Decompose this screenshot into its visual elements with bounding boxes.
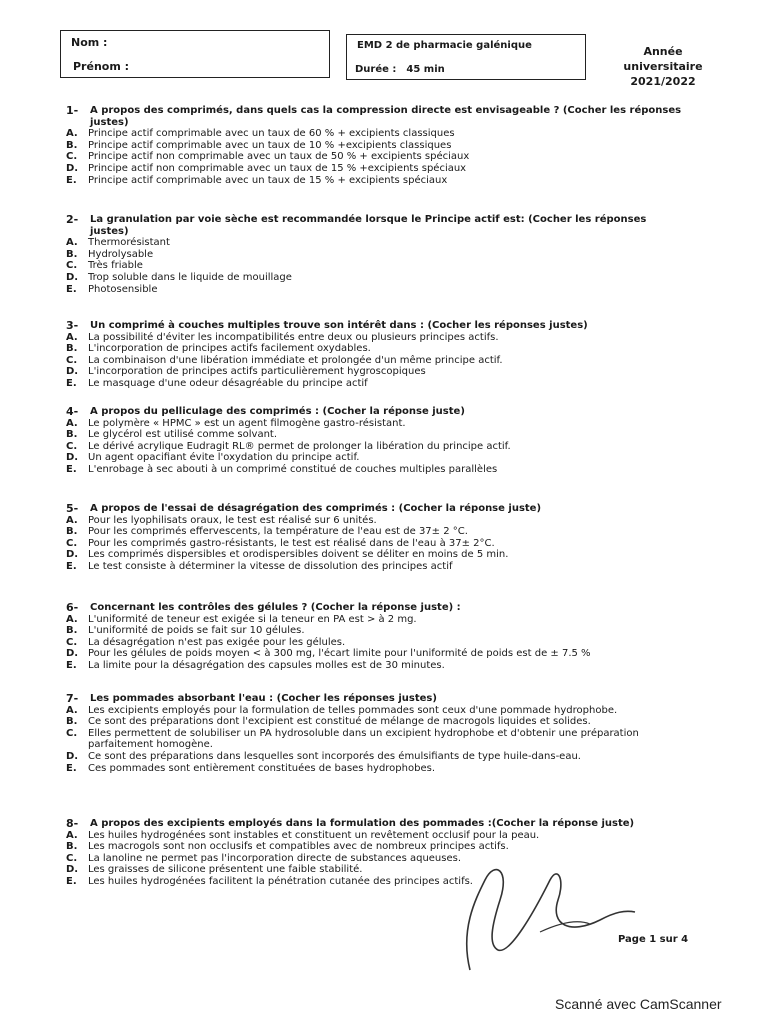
option-letter: C. xyxy=(66,852,78,864)
option-letter: E. xyxy=(66,875,77,887)
question-number: 6- xyxy=(66,601,79,614)
option-b[interactable] xyxy=(66,625,686,637)
option-a[interactable] xyxy=(66,614,686,626)
option-text: Les graisses de silicone présentent une faible stabilité. xyxy=(88,864,363,876)
question-title xyxy=(66,503,686,515)
option-b[interactable] xyxy=(66,526,686,538)
question-text: Un comprimé à couches multiples trouve son intérêt dans : (Cocher les réponses justes) xyxy=(90,320,588,331)
option-text: Pour les lyophilisats oraux, le test est réalisé sur 6 unités. xyxy=(88,514,377,526)
question-4 xyxy=(66,406,686,476)
option-text: Le glycérol est utilisé comme solvant. xyxy=(88,429,278,441)
question-title xyxy=(66,818,686,830)
option-c[interactable] xyxy=(66,151,686,163)
option-text: Le dérivé acrylique Eudragit RL® permet de prolonger la libération du principe actif. xyxy=(88,440,511,452)
option-letter: A. xyxy=(66,704,78,716)
duration-label: Durée : xyxy=(355,64,397,75)
duration-value: 45 min xyxy=(406,64,445,75)
question-6 xyxy=(66,602,686,672)
option-letter: D. xyxy=(66,366,79,378)
option-d[interactable] xyxy=(66,549,686,561)
option-d[interactable] xyxy=(66,163,686,175)
option-a[interactable] xyxy=(66,515,686,527)
option-c[interactable] xyxy=(66,728,686,751)
option-e[interactable] xyxy=(66,175,686,187)
option-letter: C. xyxy=(66,151,78,163)
option-letter: B. xyxy=(66,343,78,355)
question-text: A propos des comprimés, dans quels cas la compression directe est envisageable ? (Cocher les réponses justes) xyxy=(90,105,682,128)
option-text: Très friable xyxy=(88,260,143,272)
option-letter: C. xyxy=(66,636,78,648)
option-d[interactable] xyxy=(66,648,686,660)
question-text: Les pommades absorbant l'eau : (Cocher les réponses justes) xyxy=(90,693,437,704)
option-letter: D. xyxy=(66,648,79,660)
question-title xyxy=(66,214,686,237)
option-text: Thermorésistant xyxy=(88,237,170,249)
option-text: La désagrégation n'est pas exigée pour les gélules. xyxy=(88,636,346,648)
option-letter: B. xyxy=(66,841,78,853)
option-letter: D. xyxy=(66,864,79,876)
option-text: Principe actif comprimable avec un taux de 15 % + excipients spéciaux xyxy=(88,174,448,186)
option-text: La lanoline ne permet pas l'incorporation directe de substances aqueuses. xyxy=(88,852,462,864)
academic-year xyxy=(618,44,708,89)
option-text: L'enrobage à sec abouti à un comprimé constitué de couches multiples parallèles xyxy=(88,463,498,475)
option-letter: A. xyxy=(66,613,78,625)
option-letter: D. xyxy=(66,452,79,464)
option-text: Ces pommades sont entièrement constituées de bases hydrophobes. xyxy=(88,762,435,774)
option-letter: A. xyxy=(66,417,78,429)
option-text: La limite pour la désagrégation des capsules molles est de 30 minutes. xyxy=(88,659,445,671)
exam-info-box xyxy=(346,34,586,80)
question-5 xyxy=(66,503,686,573)
option-letter: D. xyxy=(66,750,79,762)
option-letter: E. xyxy=(66,463,77,475)
option-letter: C. xyxy=(66,260,78,272)
option-text: Les huiles hydrogénées facilitent la pénétration cutanée des principes actifs. xyxy=(88,875,473,887)
option-letter: A. xyxy=(66,514,78,526)
prenom-label: Prénom : xyxy=(73,60,130,73)
option-letter: A. xyxy=(66,237,78,249)
option-text: Pour les gélules de poids moyen < à 300 mg, l'écart limite pour l'uniformité de poids est de ± 7.5 % xyxy=(88,648,591,660)
option-text: Principe actif comprimable avec un taux de 60 % + excipients classiques xyxy=(88,128,455,140)
option-c[interactable] xyxy=(66,538,686,550)
option-text: Un agent opacifiant évite l'oxydation du principe actif. xyxy=(88,452,360,464)
option-b[interactable] xyxy=(66,343,686,355)
year-line-1: Année xyxy=(643,45,683,58)
question-title xyxy=(66,406,686,418)
option-e[interactable] xyxy=(66,284,686,296)
option-letter: C. xyxy=(66,354,78,366)
option-text: La possibilité d'éviter les incompatibilités entre deux ou plusieurs principes actifs. xyxy=(88,331,499,343)
option-d[interactable] xyxy=(66,452,686,464)
question-text: A propos du pelliculage des comprimés : (Cocher la réponse juste) xyxy=(90,406,465,417)
option-text: Ce sont des préparations dans lesquelles sont incorporés des émulsifiants de type huile-dans-eau. xyxy=(88,750,581,762)
option-letter: E. xyxy=(66,560,77,572)
option-letter: D. xyxy=(66,162,79,174)
question-3 xyxy=(66,320,686,390)
option-b[interactable] xyxy=(66,249,686,261)
option-text: Les huiles hydrogénées sont instables et constituent un revêtement occlusif pour la peau. xyxy=(88,829,540,841)
question-number: 7- xyxy=(66,692,79,705)
option-letter: E. xyxy=(66,174,77,186)
question-number: 2- xyxy=(66,213,79,226)
option-letter: B. xyxy=(66,716,78,728)
question-number: 5- xyxy=(66,502,79,515)
question-number: 3- xyxy=(66,319,79,332)
option-letter: E. xyxy=(66,283,77,295)
option-text: Principe actif non comprimable avec un taux de 50 % + excipients spéciaux xyxy=(88,151,470,163)
option-text: La combinaison d'une libération immédiate et prolongée d'un même principe actif. xyxy=(88,354,503,366)
option-a[interactable] xyxy=(66,705,686,717)
option-letter: A. xyxy=(66,128,78,140)
option-c[interactable] xyxy=(66,441,686,453)
option-letter: B. xyxy=(66,139,78,151)
option-b[interactable] xyxy=(66,716,686,728)
option-text: Les comprimés dispersibles et orodispersibles doivent se déliter en moins de 5 min. xyxy=(88,549,509,561)
option-e[interactable] xyxy=(66,763,686,775)
option-e[interactable] xyxy=(66,660,686,672)
option-text: Le masquage d'une odeur désagréable du principe actif xyxy=(88,377,368,389)
question-number: 8- xyxy=(66,817,79,830)
option-e[interactable] xyxy=(66,561,686,573)
option-letter: C. xyxy=(66,727,78,739)
option-c[interactable] xyxy=(66,637,686,649)
scanner-watermark: Scanné avec CamScanner xyxy=(555,996,722,1012)
option-letter: D. xyxy=(66,271,79,283)
question-number: 4- xyxy=(66,405,79,418)
question-title xyxy=(66,693,686,705)
option-e[interactable] xyxy=(66,378,686,390)
option-letter: B. xyxy=(66,625,78,637)
year-line-3: 2021/2022 xyxy=(630,75,696,88)
option-b[interactable] xyxy=(66,140,686,152)
option-b[interactable] xyxy=(66,429,686,441)
option-letter: A. xyxy=(66,331,78,343)
option-d[interactable] xyxy=(66,272,686,284)
handwritten-signature xyxy=(440,840,650,980)
option-text: Pour les comprimés effervescents, la température de l'eau est de 37± 2 °C. xyxy=(88,526,468,538)
page-number: Page 1 sur 4 xyxy=(618,934,689,945)
option-text: L'incorporation de principes actifs facilement oxydables. xyxy=(88,343,371,355)
student-identity-box xyxy=(60,30,330,78)
question-title xyxy=(66,602,686,614)
option-text: Hydrolysable xyxy=(88,248,154,260)
option-text: Principe actif comprimable avec un taux de 10 % +excipients classiques xyxy=(88,139,452,151)
option-text: L'uniformité de teneur est exigée si la teneur en PA est > à 2 mg. xyxy=(88,613,417,625)
option-text: Les excipients employés pour la formulation de telles pommades sont ceux d'une pommade hydrophobe. xyxy=(88,704,618,716)
option-text: Le polymère « HPMC » est un agent filmogène gastro-résistant. xyxy=(88,417,406,429)
option-c[interactable] xyxy=(66,355,686,367)
question-1 xyxy=(66,105,686,186)
option-letter: E. xyxy=(66,377,77,389)
option-text: Le test consiste à déterminer la vitesse de dissolution des principes actif xyxy=(88,560,453,572)
option-text: Elles permettent de solubiliser un PA hydrosoluble dans un excipient hydrophobe et d'obtenir une préparation parfaitement homogène. xyxy=(88,727,639,751)
option-text: Principe actif non comprimable avec un taux de 15 % +excipients spéciaux xyxy=(88,162,467,174)
option-text: Les macrogols sont non occlusifs et compatibles avec de nombreux principes actifs. xyxy=(88,841,509,853)
option-e[interactable] xyxy=(66,464,686,476)
option-text: L'uniformité de poids se fait sur 10 gélules. xyxy=(88,625,305,637)
exam-title: EMD 2 de pharmacie galénique xyxy=(357,40,532,51)
option-text: L'incorporation de principes actifs particulièrement hygroscopiques xyxy=(88,366,426,378)
option-letter: A. xyxy=(66,829,78,841)
option-letter: C. xyxy=(66,440,78,452)
option-d[interactable] xyxy=(66,366,686,378)
question-7 xyxy=(66,693,686,774)
option-a[interactable] xyxy=(66,332,686,344)
question-text: A propos des excipients employés dans la formulation des pommades :(Cocher la réponse juste) xyxy=(90,818,635,829)
option-letter: C. xyxy=(66,537,78,549)
nom-label: Nom : xyxy=(71,36,108,49)
option-a[interactable] xyxy=(66,237,686,249)
question-text: A propos de l'essai de désagrégation des comprimés : (Cocher la réponse juste) xyxy=(90,503,542,514)
question-2 xyxy=(66,214,686,295)
option-letter: B. xyxy=(66,429,78,441)
exam-duration xyxy=(355,64,445,75)
question-title xyxy=(66,105,686,128)
option-letter: E. xyxy=(66,762,77,774)
option-letter: B. xyxy=(66,248,78,260)
option-d[interactable] xyxy=(66,751,686,763)
option-text: Ce sont des préparations dont l'excipient est constitué de mélange de macrogols liquides et solides. xyxy=(88,716,591,728)
question-number: 1- xyxy=(66,104,79,117)
option-letter: D. xyxy=(66,549,79,561)
option-text: Photosensible xyxy=(88,283,158,295)
option-c[interactable] xyxy=(66,260,686,272)
option-a[interactable] xyxy=(66,128,686,140)
option-text: Trop soluble dans le liquide de mouillage xyxy=(88,271,292,283)
option-a[interactable] xyxy=(66,418,686,430)
option-letter: B. xyxy=(66,526,78,538)
question-text: La granulation par voie sèche est recommandée lorsque le Principe actif est: (Cocher les réponses justes) xyxy=(90,214,647,237)
year-line-2: universitaire xyxy=(623,60,703,73)
option-text: Pour les comprimés gastro-résistants, le test est réalisé dans de l'eau à 37± 2°C. xyxy=(88,537,495,549)
question-title xyxy=(66,320,686,332)
question-text: Concernant les contrôles des gélules ? (Cocher la réponse juste) : xyxy=(90,602,461,613)
option-letter: E. xyxy=(66,659,77,671)
